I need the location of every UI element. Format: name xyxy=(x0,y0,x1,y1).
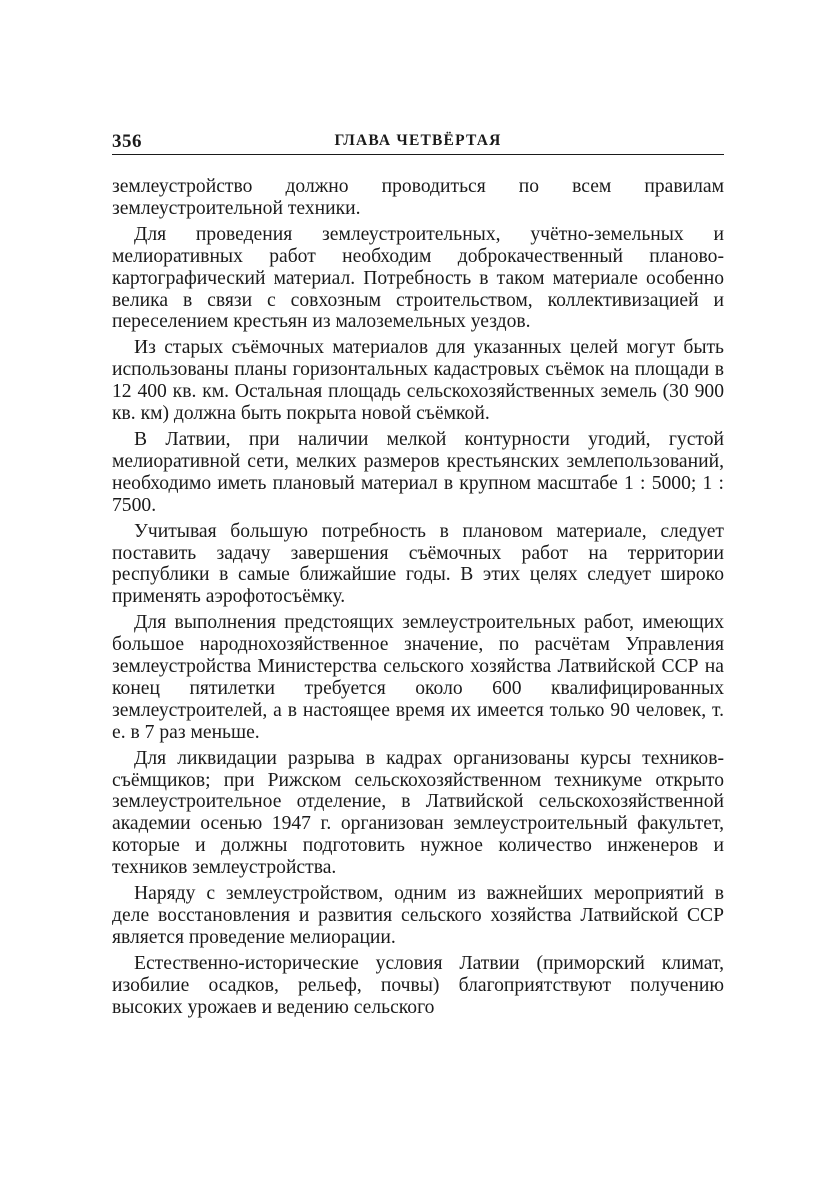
paragraph: Для проведения землеустроительных, учётно-земельных и мелиоративных работ необходим доброкачественный планово-картографический материал. Потребность в таком материале особенно велика в связи с совхозным строительством, коллективизацией и переселением крестьян из малоземельных уездов. xyxy=(112,223,724,333)
paragraph: Для ликвидации разрыва в кадрах организованы курсы техников-съёмщиков; при Рижском сельскохозяйственном техникуме открыто землеустроительное отделение, в Латвийской сельскохозяйственной академии осенью 1947 г. организован землеустроительный факультет, которые и должны подготовить нужное количество инженеров и техников землеустройства. xyxy=(112,747,724,879)
page-number: 356 xyxy=(112,131,142,152)
running-head xyxy=(112,128,724,155)
paragraph: Наряду с землеустройством, одним из важнейших мероприятий в деле восстановления и развития сельского хозяйства Латвийской ССР является проведение мелиорации. xyxy=(112,883,724,948)
paragraph: Учитывая большую потребность в плановом материале, следует поставить задачу завершения съёмочных работ на территории республики в самые ближайшие годы. В этих целях следует широко применять аэрофотосъёмку. xyxy=(112,520,724,608)
paragraph: Из старых съёмочных материалов для указанных целей могут быть использованы планы горизонтальных кадастровых съёмок на площади в 12 400 кв. км. Остальная площадь сельскохозяйственных земель (30 900 кв. км) должна быть покрыта новой съёмкой. xyxy=(112,337,724,425)
body-text xyxy=(112,176,724,1023)
chapter-title: ГЛАВА ЧЕТВЁРТАЯ xyxy=(334,132,502,149)
paragraph: В Латвии, при наличии мелкой контурности угодий, густой мелиоративной сети, мелких размеров крестьянских землепользований, необходимо иметь плановый материал в крупном масштабе 1 : 5000; 1 : 7500. xyxy=(112,428,724,516)
paragraph: Естественно-исторические условия Латвии (приморский климат, изобилие осадков, рельеф, почвы) благоприятствуют получению высоких урожаев и ведению сельского xyxy=(112,952,724,1018)
paragraph: землеустройство должно проводиться по всем правилам землеустроительной техники. xyxy=(112,176,724,219)
paragraph: Для выполнения предстоящих землеустроительных работ, имеющих большое народнохозяйственное значение, по расчётам Управления землеустройства Министерства сельского хозяйства Латвийской ССР на конец пятилетки требуется около 600 квалифицированных землеустроителей, а в настоящее время их имеется только 90 человек, т. е. в 7 раз меньше. xyxy=(112,612,724,743)
